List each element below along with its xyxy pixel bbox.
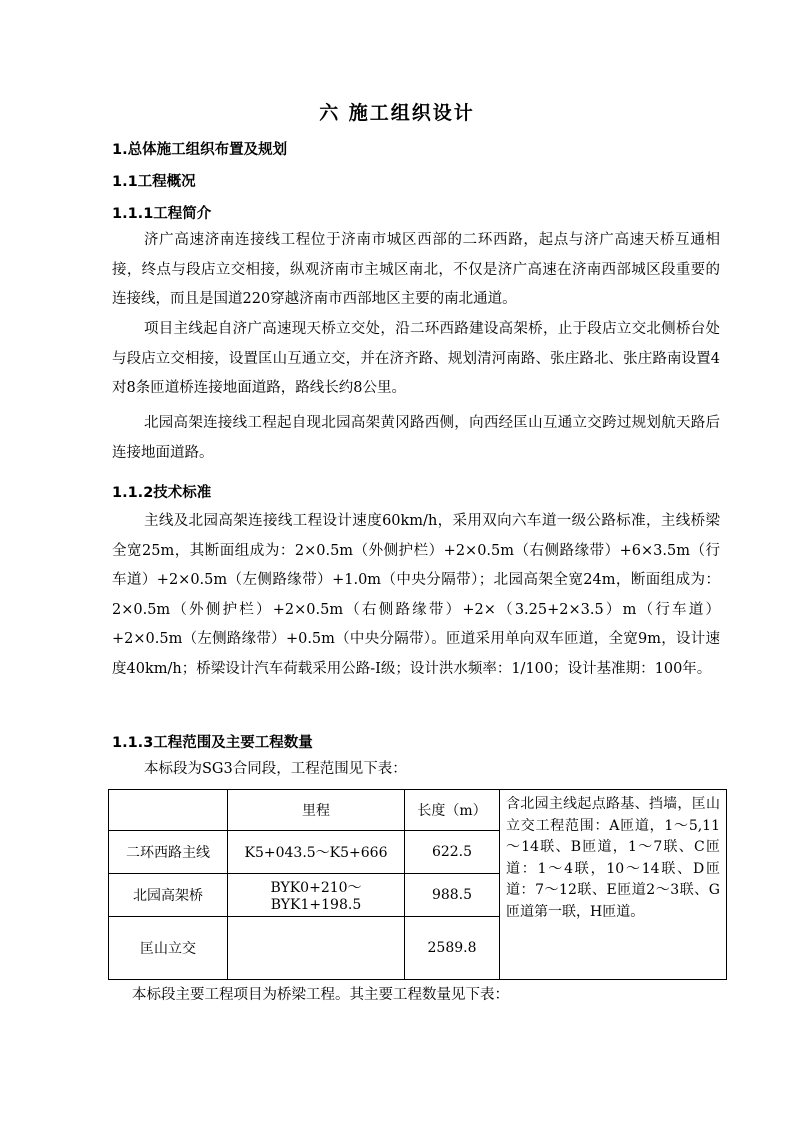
table-cell: 622.5 bbox=[405, 831, 500, 874]
scope-table bbox=[108, 789, 727, 980]
table-cell: 匡山立交 bbox=[109, 917, 228, 980]
section-heading-1-1-3: 1.1.3工程范围及主要工程数量 bbox=[112, 735, 313, 751]
section-heading-1-1: 1.1工程概况 bbox=[112, 174, 196, 190]
section-heading-1-1-2: 1.1.2技术标准 bbox=[112, 485, 212, 501]
section-heading-1-1-1: 1.1.1工程简介 bbox=[112, 206, 212, 222]
table-note-cell: 含北园主线起点路基、挡墙，匡山立交工程范围：A匝道，1～5,11～14联、B匝道，1～7联、C匝道：1～4联，10～14联、D匝道：7～12联、E匝道2～3联、G匝道第一联，H匝道。 bbox=[500, 790, 727, 980]
section-heading-1: 1.总体施工组织布置及规划 bbox=[112, 142, 288, 158]
table-cell: BYK0+210～BYK1+198.5 bbox=[228, 874, 405, 917]
table-cell: 北园高架桥 bbox=[109, 874, 228, 917]
table-cell: K5+043.5～K5+666 bbox=[228, 831, 405, 874]
table-cell bbox=[228, 917, 405, 980]
intro-paragraph-1: 济广高速济南连接线工程位于济南市城区西部的二环西路，起点与济广高速天桥互通相接，终点与段店立交相接，纵观济南市主城区南北，不仅是济广高速在济南西部城区段重要的连接线，而且是国道220穿越济南市西部地区主要的南北通道。 bbox=[112, 232, 720, 307]
table-cell: 988.5 bbox=[405, 874, 500, 917]
main-works-intro-paragraph: 本标段主要工程项目为桥梁工程。其主要工程数量见下表： bbox=[132, 987, 509, 1003]
page-title: 六 施工组织设计 bbox=[319, 102, 475, 124]
tech-standard-paragraph: 主线及北园高架连接线工程设计速度60km/h，采用双向六车道一级公路标准，主线桥梁全宽25m，其断面组成为：2×0.5m（外侧护栏）+2×0.5m（右侧路缘带）+6×3.5m（行车道）+2×0.5m（左侧路缘带）+1.0m（中央分隔带）；北园高架全宽24m，断面组成为：2×0.5m（外侧护栏）+2×0.5m（右侧路缘带）+2×（3.25+2×3.5）m（行车道）+2×0.5m（左侧路缘带）+0.5m（中央分隔带）。匝道采用单向双车匝道，全宽9m，设计速度40km/h；桥梁设计汽车荷载采用公路-Ⅰ级；设计洪水频率：1/100；设计基准期：100年。 bbox=[112, 513, 720, 677]
table-cell: 二环西路主线 bbox=[109, 831, 228, 874]
intro-paragraph-3: 北园高架连接线工程起自现北园高架黄冈路西侧，向西经匡山互通立交跨过规划航天路后连接地面道路。 bbox=[112, 415, 720, 461]
table-header-cell: 长度（m） bbox=[405, 790, 500, 831]
table-cell: 2589.8 bbox=[405, 917, 500, 980]
table-header-cell bbox=[109, 790, 228, 831]
table-header-row bbox=[109, 790, 727, 831]
intro-paragraph-2: 项目主线起自济广高速现天桥立交处，沿二环西路建设高架桥，止于段店立交北侧桥台处与段店立交相接，设置匡山互通立交，并在济齐路、规划清河南路、张庄路北、张庄路南设置4对8条匝道桥连接地面道路，路线长约8公里。 bbox=[112, 321, 720, 396]
scope-intro-paragraph: 本标段为SG3合同段，工程范围见下表： bbox=[144, 761, 407, 777]
table-header-cell: 里程 bbox=[228, 790, 405, 831]
